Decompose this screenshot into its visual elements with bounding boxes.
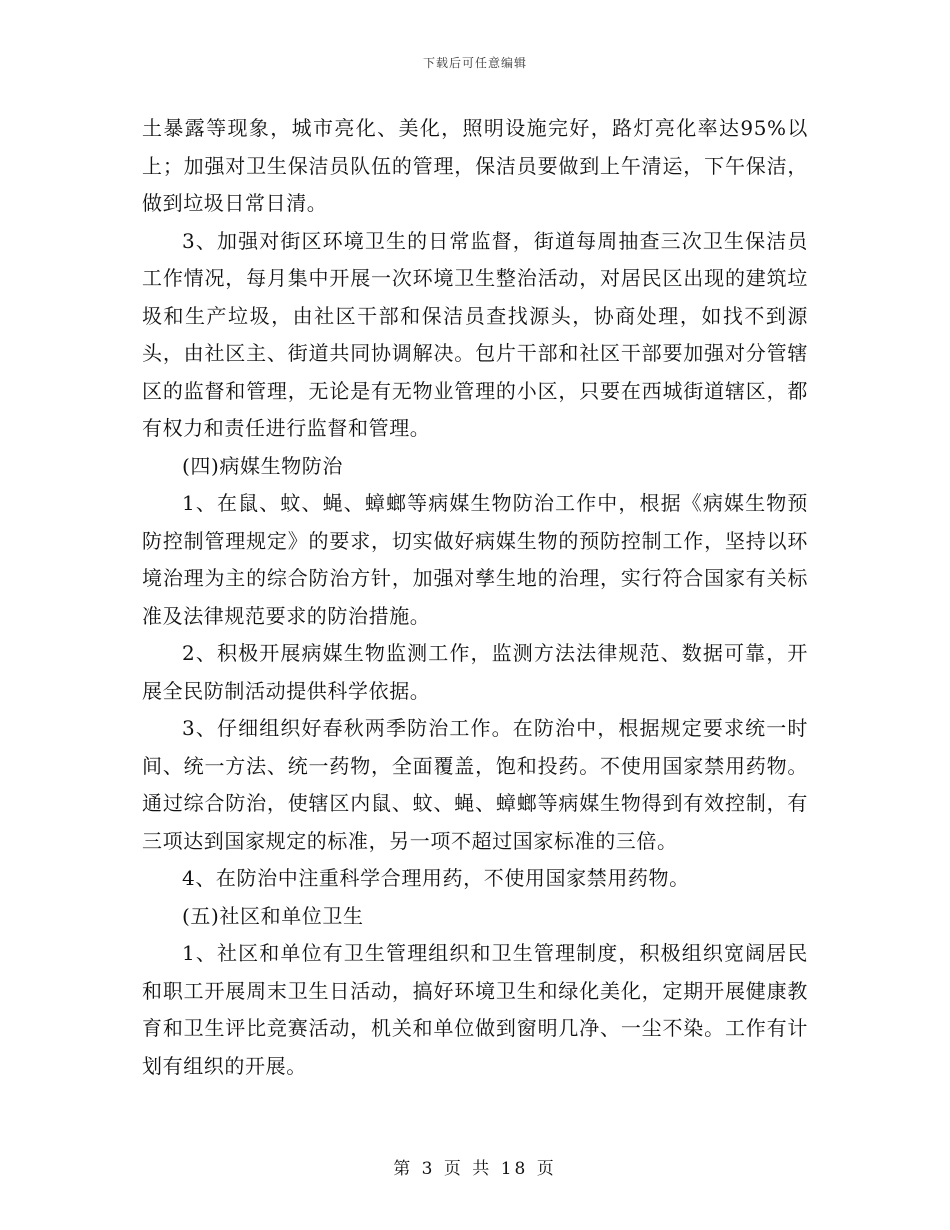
paragraph-5: 2、积极开展病媒生物监测工作，监测方法法律规范、数据可靠，开展全民防制活动提供科学依据。 xyxy=(142,641,808,703)
document-body xyxy=(142,110,808,1085)
paragraph-2: 3、加强对街区环境卫生的日常监督，街道每周抽查三次卫生保洁员工作情况，每月集中开展一次环境卫生整治活动，对居民区出现的建筑垃圾和生产垃圾，由社区干部和保洁员查找源头，协商处理，如找不到源头，由社区主、街道共同协调解决。包片干部和社区干部要加强对分管辖区的监督和管理，无论是有无物业管理的小区，只要在西城街道辖区，都有权力和责任进行监督和管理。 xyxy=(142,228,808,440)
paragraph-6: 3、仔细组织好春秋两季防治工作。在防治中，根据规定要求统一时间、统一方法、统一药物，全面覆盖，饱和投药。不使用国家禁用药物。通过综合防治，使辖区内鼠、蚊、蝇、蟑螂等病媒生物得到有效控制，有三项达到国家规定的标准，另一项不超过国家标准的三倍。 xyxy=(142,716,808,853)
paragraph-7: 4、在防治中注重科学合理用药，不使用国家禁用药物。 xyxy=(182,866,690,890)
paragraph-9: 1、社区和单位有卫生管理组织和卫生管理制度，积极组织宽阔居民和职工开展周末卫生日活动，搞好环境卫生和绿化美化，定期开展健康教育和卫生评比竞赛活动，机关和单位做到窗明几净、一尘不染。工作有计划有组织的开展。 xyxy=(142,941,808,1078)
header-note: 下载后可任意编辑 xyxy=(422,56,527,70)
section-heading-5: (五)社区和单位卫生 xyxy=(182,903,364,928)
section-heading-4: (四)病媒生物防治 xyxy=(182,453,344,478)
paragraph-1: 土暴露等现象，城市亮化、美化，照明设施完好，路灯亮化率达95%以上；加强对卫生保洁员队伍的管理，保洁员要做到上午清运，下午保洁，做到垃圾日常日清。 xyxy=(142,116,808,215)
page-number-footer: 第 3 页 共 18 页 xyxy=(393,1159,557,1179)
paragraph-4: 1、在鼠、蚊、蝇、蟑螂等病媒生物防治工作中，根据《病媒生物预防控制管理规定》的要求，切实做好病媒生物的预防控制工作，坚持以环境治理为主的综合防治方针，加强对孳生地的治理，实行符合国家有关标准及法律规范要求的防治措施。 xyxy=(142,491,808,628)
